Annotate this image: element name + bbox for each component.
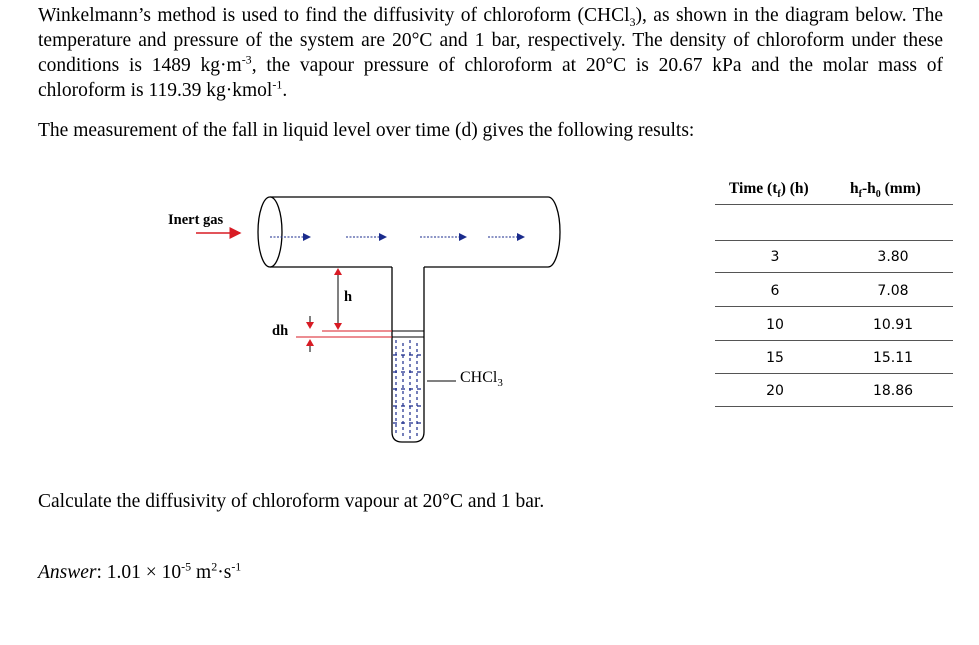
header-rule-2 (715, 240, 953, 241)
table-cell-height: 18.86 (872, 383, 914, 399)
row-rule (715, 272, 953, 273)
table-cell-time: 10 (766, 317, 784, 333)
answer-unit-exponent: 2 (211, 559, 218, 574)
question-prompt: Calculate the diffusivity of chloroform vapour at 20°C and 1 bar. (38, 491, 545, 512)
header-text: (mm) (880, 180, 921, 197)
table-cell-time: 3 (770, 249, 780, 265)
inert-gas-label: Inert gas (168, 212, 224, 228)
answer-exponent: -5 (181, 559, 192, 574)
header-text: ) (h) (780, 180, 809, 197)
header-text: Time (t (729, 180, 778, 197)
chcl3-subscript: 3 (497, 377, 503, 390)
dh-label: dh (272, 323, 289, 339)
answer-value: 1.01 × 10 (101, 562, 182, 583)
header-subscript: f (777, 189, 781, 201)
chloroform-liquid (393, 340, 423, 439)
answer-label: Answer (38, 562, 97, 583)
results-intro: The measurement of the fall in liquid level over time (d) gives the following results: (38, 120, 695, 141)
answer-unit: m (191, 562, 212, 583)
dh-dimension (306, 316, 314, 352)
horizontal-tube (258, 197, 560, 267)
header-text: -h (861, 180, 876, 197)
table-bottom-rule (715, 406, 953, 407)
table-cell-height: 10.91 (872, 317, 914, 333)
row-rule (715, 306, 953, 307)
h-label: h (344, 289, 353, 305)
table-cell-time: 20 (766, 383, 784, 399)
header-text: h (850, 180, 859, 197)
chcl3-text: CHCl (460, 369, 498, 386)
answer-colon: : (96, 562, 102, 583)
header-subscript: f (858, 189, 862, 201)
table-cell-height: 7.08 (877, 283, 909, 299)
statement-text: . (282, 80, 288, 101)
statement-text: Winkelmann’s method is used to find the diffusivity of chloroform (CHCl (38, 5, 630, 26)
answer-unit: ·s (217, 562, 232, 583)
header-rule (715, 204, 953, 205)
answer-line (38, 559, 242, 584)
row-rule (715, 340, 953, 341)
col-height-header (850, 180, 921, 210)
table-cell-time: 6 (770, 283, 780, 299)
table-cell-height: 15.11 (872, 350, 914, 366)
col-time-header (729, 180, 809, 210)
row-rule (715, 373, 953, 374)
header-subscript: 0 (875, 189, 881, 201)
table-cell-height: 3.80 (877, 249, 909, 265)
subscript: 3 (629, 14, 636, 29)
statement-text: ), as shown in the diagram below. The temperature and pressure of the system are 20°C and 1 bar, respectively. The density of chloroform under these conditions is 1489 kg·m (38, 5, 943, 76)
chcl3-label (460, 369, 503, 390)
table-cell-time: 15 (766, 350, 784, 366)
answer-unit-exponent: -1 (231, 559, 242, 574)
superscript: -3 (241, 52, 252, 67)
statement-text: , the vapour pressure of chloroform at 20°C is 20.67 kPa and the molar mass of chloroform is 119.39 kg·kmol (38, 55, 943, 101)
superscript: -1 (272, 77, 283, 92)
